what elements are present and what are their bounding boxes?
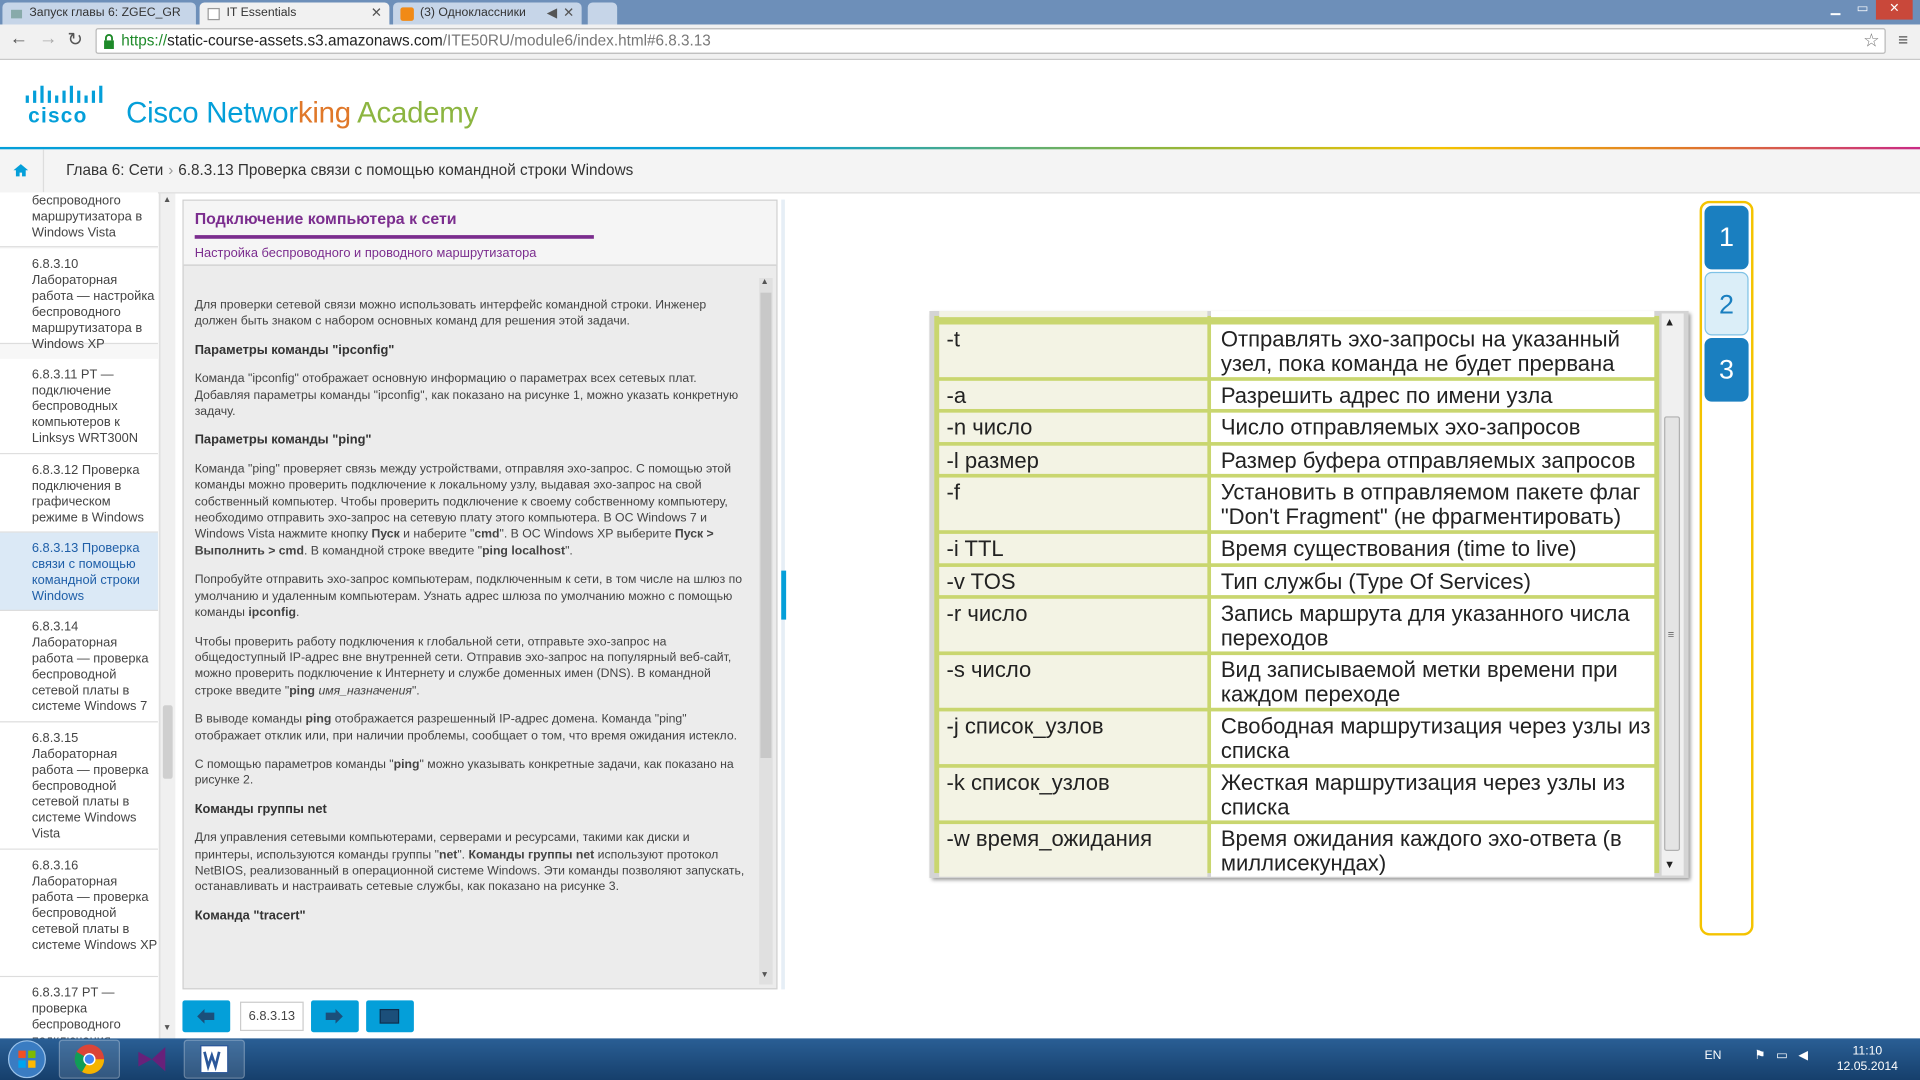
- table-row: [934, 655, 1659, 711]
- description-cell: Жесткая маршрутизация через узлы из списка: [1211, 768, 1654, 821]
- param-cell: -k список_узлов: [939, 768, 1207, 821]
- browser-tab-active[interactable]: [200, 2, 390, 24]
- description-cell: Тип службы (Type Of Services): [1211, 567, 1654, 595]
- grip-icon: ≡: [1667, 628, 1675, 641]
- breadcrumb-separator: ›: [168, 161, 174, 179]
- table-row: [934, 413, 1659, 446]
- description-cell: Разрешить адрес по имени узла: [1211, 381, 1654, 409]
- maximize-icon[interactable]: ▭: [1856, 2, 1869, 16]
- taskbar: [0, 1038, 1920, 1080]
- description-cell: Запись маршрута для указанного числа переходов: [1211, 599, 1654, 652]
- reload-icon[interactable]: ↻: [67, 29, 83, 51]
- close-tab-icon[interactable]: ✕: [370, 6, 383, 21]
- panel-subtitle: Настройка беспроводного и проводного маршрутизатора: [194, 246, 537, 261]
- lock-icon: [103, 34, 115, 49]
- brand-part-2: king: [297, 96, 351, 130]
- address-bar[interactable]: [96, 28, 1886, 54]
- nav-item[interactable]: 6.8.3.10 Лабораторная работа — настройка беспроводного маршрутизатора в Windows XP: [0, 249, 158, 345]
- parameters-table: [934, 316, 1659, 876]
- nav-item[interactable]: беспроводного маршрутизатора в Windows Vista: [0, 192, 158, 247]
- table-row: [934, 324, 1659, 380]
- home-icon[interactable]: [12, 163, 29, 178]
- nav-scrollbar[interactable]: [159, 193, 175, 1038]
- paragraph: Команда "ping" проверяет связь между устройствами, отправляя эхо-запрос. С помощью этой команды можно проверить подключение к локальному узлу, выдавая эхо-запрос на свой собственный компьютер. Чтобы проверить подключение к своему собственному компьютеру, необходимо отправить эхо-запрос на сетевую плату этого компьютера. В ОС Windows 7 и Windows Vista нажмите кнопку Пуск и наберите "cmd". В ОС Windows XP выберите Пуск > Выполнить > cmd. В командной строке введите "ping localhost".: [194, 462, 732, 559]
- course-nav: [0, 193, 175, 1038]
- taskbar-visual-studio[interactable]: [121, 1040, 182, 1079]
- nav-item[interactable]: 6.8.3.14 Лабораторная работа — проверка беспроводной сетевой платы в системе Windows 7: [0, 611, 158, 722]
- breadcrumb-current: 6.8.3.13 Проверка связи с помощью командной строки Windows: [178, 161, 634, 179]
- param-cell: -a: [939, 381, 1207, 409]
- minimize-icon[interactable]: ▁: [1830, 2, 1841, 16]
- nav-scroll-thumb[interactable]: [163, 705, 173, 778]
- section-heading: Параметры команды "ipconfig": [194, 342, 395, 358]
- chrome-icon: [72, 1042, 106, 1076]
- figure-selector: [1700, 201, 1754, 936]
- clock-time: 11:10: [1852, 1044, 1883, 1058]
- table-row: [934, 567, 1659, 599]
- table-row: [934, 711, 1659, 767]
- taskbar-word[interactable]: [184, 1040, 245, 1079]
- tab-title: (3) Одноклассники: [420, 6, 526, 20]
- figure-tab-2[interactable]: 2: [1705, 272, 1749, 336]
- table-scroll-thumb[interactable]: [1664, 416, 1680, 851]
- description-cell: Размер буфера отправляемых запросов: [1211, 446, 1654, 474]
- divider: [43, 149, 44, 192]
- nav-item[interactable]: 6.8.3.15 Лабораторная работа — проверка беспроводной сетевой платы в системе Windows Vista: [0, 722, 158, 849]
- param-cell: -l размер: [939, 446, 1207, 474]
- clock[interactable]: [1825, 1043, 1911, 1075]
- param-cell: -s число: [939, 655, 1207, 708]
- panel-text: [195, 298, 748, 984]
- clock-date: 12.05.2014: [1836, 1060, 1899, 1074]
- description-cell: Время существования (time to live): [1211, 534, 1654, 563]
- paragraph: Команда "ipconfig" отображает основную информацию о параметрах всех сетевых плат. Добавляя параметры команды "ipconfig", как показано на рисунке 1, можно указать конкретную задачу.: [194, 372, 739, 419]
- scroll-down-icon[interactable]: ▼: [1664, 858, 1676, 871]
- paragraph: Для проверки сетевой связи можно использовать интерфейс командной строки. Инженер должен быть знаком с набором основных команд для решения этой задачи.: [194, 298, 707, 329]
- scroll-up-icon[interactable]: ▲: [760, 277, 769, 287]
- browser-tab[interactable]: [393, 2, 582, 24]
- tab-title: Запуск главы 6: ZGEC_GR: [29, 6, 181, 20]
- param-cell: -r число: [939, 599, 1207, 652]
- visual-studio-icon: [135, 1042, 169, 1076]
- language-indicator[interactable]: EN: [1704, 1049, 1722, 1063]
- url-protocol: https://: [121, 31, 168, 49]
- taskbar-chrome[interactable]: [59, 1040, 120, 1079]
- table-row: [934, 381, 1659, 413]
- paragraph: В выводе команды ping отображается разрешенный IP-адрес домена. Команда "ping" отображает отклик или, при наличии проблемы, сообщает о том, что время ожидания истекло.: [194, 712, 738, 743]
- cisco-logo[interactable]: [24, 83, 107, 133]
- panel-scrollbar[interactable]: [759, 278, 772, 985]
- brand-part-1: Cisco Networ: [126, 96, 298, 130]
- page-icon: [10, 7, 23, 20]
- nav-item-current[interactable]: 6.8.3.13 Проверка связи с помощью командной строки Windows: [0, 533, 158, 611]
- forward-icon[interactable]: →: [39, 28, 58, 49]
- param-cell: -f: [939, 478, 1207, 531]
- close-window-icon[interactable]: ✕: [1876, 0, 1913, 20]
- param-cell: -j список_узлов: [939, 711, 1207, 764]
- table-row: [934, 824, 1659, 880]
- paragraph: Для управления сетевыми компьютерами, серверами и ресурсами, такими как диски и принтеры, используются команды группы "net". Команды группы net используют протокол NetBIOS, реализованный в операционной системе Windows. Эти команды позволяют запускать, останавливать и настраивать сетевые службы, как показано на рисунке 3.: [194, 831, 745, 895]
- network-icon[interactable]: ▭: [1776, 1049, 1788, 1063]
- description-cell: Отправлять эхо-запросы на указанный узел, пока команда не будет прервана: [1211, 324, 1654, 377]
- section-heading: Параметры команды "ping": [194, 432, 372, 448]
- url-path: /ITE50RU/module6/index.html#6.8.3.13: [442, 31, 711, 49]
- title-underline: [195, 235, 594, 239]
- param-cell: -n число: [939, 413, 1207, 442]
- splitter-handle[interactable]: [781, 571, 786, 620]
- param-cell: -w время_ожидания: [939, 824, 1207, 877]
- scroll-up-icon[interactable]: ▲: [1664, 315, 1676, 329]
- scroll-down-icon[interactable]: ▼: [162, 1023, 172, 1033]
- description-cell: Число отправляемых эхо-запросов: [1211, 413, 1654, 442]
- browser-tab[interactable]: [2, 2, 195, 24]
- breadcrumb: [0, 149, 1920, 193]
- table-row: [934, 478, 1659, 534]
- paragraph: Попробуйте отправить эхо-запрос компьютерам, подключенным к сети, в том числе на шлюз по умолчанию и удаленным компьютерам. Узнать адрес шлюза по умолчанию можно с помощью команды ipconfig.: [194, 573, 743, 620]
- tab-title: IT Essentials: [226, 6, 297, 20]
- bookmark-star-icon[interactable]: ☆: [1863, 30, 1880, 52]
- start-button-icon[interactable]: [5, 1040, 49, 1079]
- table-scrollbar[interactable]: [1662, 313, 1684, 875]
- menu-icon[interactable]: ≡: [1897, 29, 1908, 49]
- page-number-field[interactable]: 6.8.3.13: [240, 1002, 304, 1031]
- paragraph: Чтобы проверить работу подключения к глобальной сети, отправьте эхо-запрос на общедоступный IP-адрес вне внутренней сети. Отправив эхо-запрос на популярный веб-сайт, можно проверить подключение к Интернету и службе доменных имен (DNS). В командной строке введите "ping имя_назначения".: [194, 634, 732, 698]
- table-row: [934, 534, 1659, 567]
- nav-item[interactable]: 6.8.3.12 Проверка подключения в графическом режиме в Windows: [0, 454, 158, 532]
- section-heading: Команда "tracert": [194, 908, 306, 924]
- academy-brand: [126, 97, 478, 131]
- previous-page-button[interactable]: [182, 1000, 230, 1032]
- close-tab-icon[interactable]: ✕: [563, 6, 575, 21]
- section-heading: Команды группы net: [194, 801, 327, 817]
- param-cell: -t: [939, 324, 1207, 377]
- new-tab-button[interactable]: [588, 2, 617, 24]
- figure-tab-1[interactable]: 1: [1705, 206, 1749, 270]
- description-cell: Установить в отправляемом пакете флаг "Don't Fragment" (не фрагментировать): [1211, 478, 1654, 531]
- next-page-button[interactable]: [311, 1000, 359, 1032]
- flag-icon[interactable]: ⚑: [1754, 1049, 1766, 1063]
- scroll-down-icon[interactable]: ▼: [760, 971, 769, 980]
- brand-part-3: Academy: [350, 96, 478, 130]
- screen-icon: [380, 1009, 400, 1024]
- page-icon: [207, 7, 220, 20]
- fullscreen-button[interactable]: [366, 1000, 414, 1032]
- scroll-up-icon[interactable]: ▲: [162, 195, 172, 205]
- table-row: [934, 599, 1659, 655]
- browser-tab-strip: [0, 0, 1920, 24]
- arrow-right-icon: [326, 1009, 343, 1024]
- content-panel: [182, 200, 777, 990]
- nav-item[interactable]: 6.8.3.16 Лабораторная работа — проверка беспроводной сетевой платы в системе Windows XP: [0, 850, 158, 977]
- system-tray: [1705, 1049, 1808, 1062]
- panel-header: [184, 201, 777, 266]
- table-row: [934, 446, 1659, 478]
- param-cell: -v TOS: [939, 567, 1207, 595]
- nav-item[interactable]: 6.8.3.17 PT — проверка беспроводного: [0, 977, 158, 1050]
- figure-ping-parameters: [929, 311, 1688, 878]
- back-icon[interactable]: ←: [9, 28, 29, 49]
- cisco-wordmark: cisco: [28, 104, 88, 128]
- browser-toolbar: [0, 24, 1920, 60]
- nav-item[interactable]: 6.8.3.11 PT — подключение беспроводных компьютеров к Linksys WRT300N: [0, 359, 158, 455]
- description-cell: Время ожидания каждого эхо-ответа (в миллисекундах): [1211, 824, 1654, 877]
- param-cell: -i TTL: [939, 534, 1207, 563]
- word-icon: [200, 1044, 229, 1073]
- url-host: static-course-assets.s3.amazonaws.com: [167, 31, 443, 49]
- table-row: [934, 768, 1659, 824]
- breadcrumb-chapter[interactable]: Глава 6: Сети: [66, 161, 164, 179]
- paragraph: С помощью параметров команды "ping" можно указывать конкретные задачи, как показано на рисунке 2.: [194, 757, 734, 788]
- arrow-left-icon: [197, 1009, 214, 1024]
- speaker-icon: ◀: [546, 6, 558, 21]
- figure-tab-3[interactable]: 3: [1705, 338, 1749, 402]
- description-cell: Свободная маршрутизация через узлы из списка: [1211, 711, 1654, 764]
- volume-icon[interactable]: ◀: [1798, 1049, 1808, 1063]
- panel-title: Подключение компьютера к сети: [194, 209, 457, 228]
- description-cell: Вид записываемой метки времени при каждом переходе: [1211, 655, 1654, 708]
- odnoklassniki-icon: [400, 7, 413, 20]
- table-row-partial: [934, 311, 1659, 321]
- panel-scroll-thumb[interactable]: [760, 293, 771, 758]
